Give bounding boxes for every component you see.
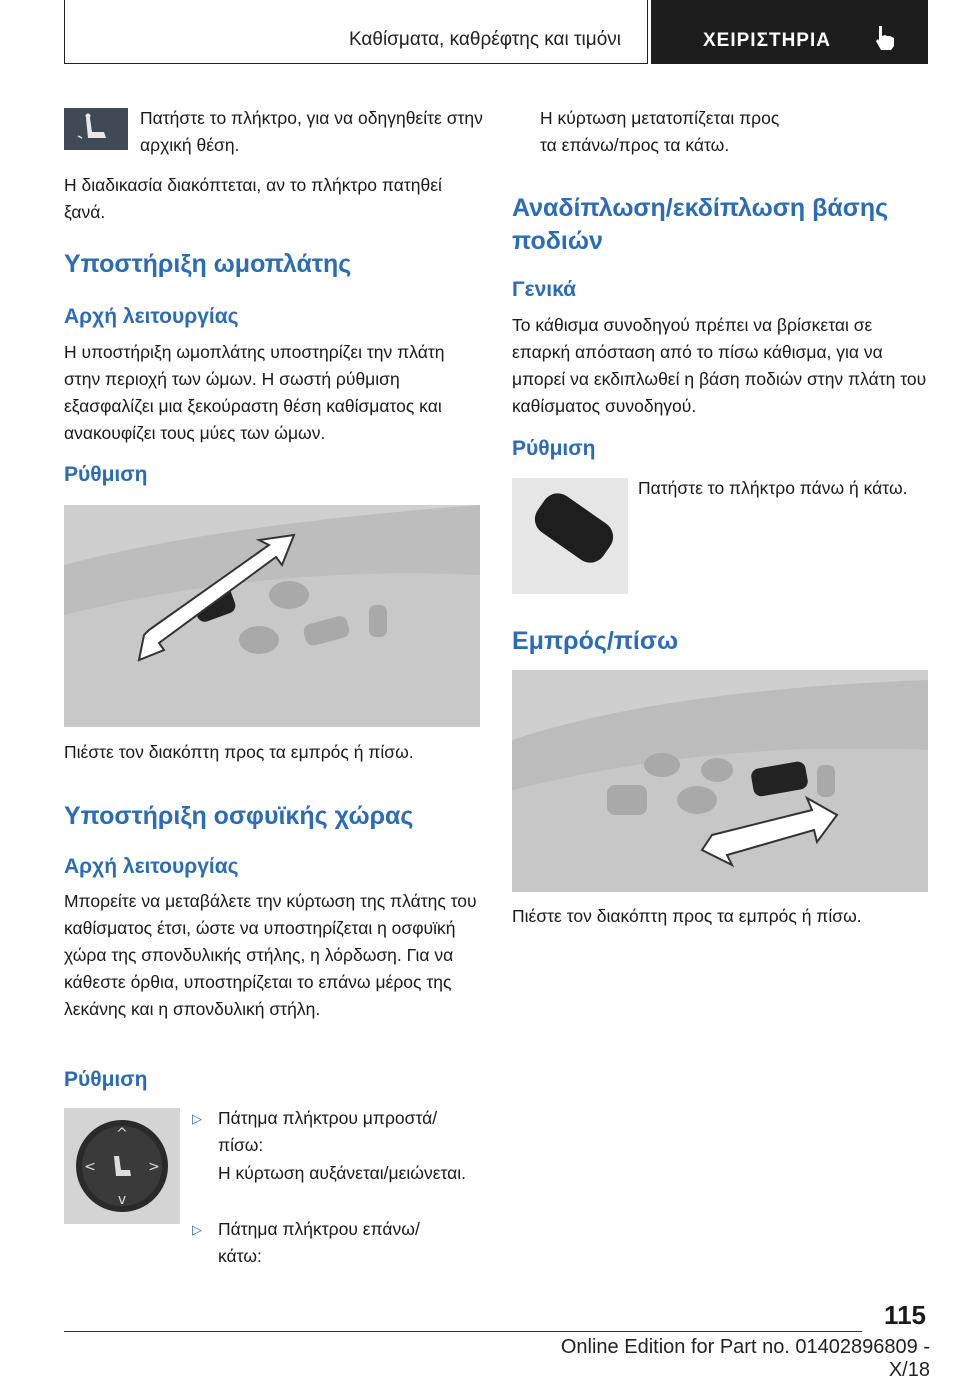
svg-text:>: > xyxy=(148,1159,160,1175)
shoulder-principle-title: Αρχή λειτουργίας xyxy=(64,305,239,328)
shoulder-support-title: Υποστήριξη ωμοπλάτης xyxy=(64,250,352,278)
edition-text: Online Edition for Part no. 01402896809 - X/18 xyxy=(560,1336,930,1381)
lumbar-support-title: Υποστήριξη οσφυϊκής χώρας xyxy=(64,802,414,830)
seat-switch-illustration xyxy=(512,670,928,892)
shoulder-switch-photo xyxy=(64,505,480,727)
footrest-general-text: Το κάθισμα συνοδηγού πρέπει να βρίσκεται σε επαρκή απόσταση από το πίσω κάθισμα, για να μπορεί να εκδιπλωθεί η βάση ποδιών στην πλάτη του καθίσματος συνοδηγού. xyxy=(512,315,927,416)
intro-button-text: Πατήστε το πλήκτρο, για να οδηγηθείτε στην αρχική θέση. xyxy=(140,108,483,155)
chapter-title: ΧΕΙΡΙΣΤΗΡΙΑ xyxy=(703,30,831,51)
forward-back-caption: Πιέστε τον διακόπτη προς τα εμπρός ή πίσω. xyxy=(512,906,862,926)
lumbar-bullet-1-label: Πάτημα πλήκτρου μπροστά/πίσω: xyxy=(218,1108,438,1155)
interrupt-text: Η διαδικασία διακόπτεται, αν το πλήκτρο πατηθεί ξανά. xyxy=(64,175,442,222)
lumbar-dial-illustration xyxy=(64,1108,180,1224)
footrest-button-illustration xyxy=(512,478,628,594)
footer-divider xyxy=(64,1331,862,1332)
svg-text:^: ^ xyxy=(116,1126,128,1142)
footrest-adjust-text: Πατήστε το πλήκτρο πάνω ή κάτω. xyxy=(638,478,908,498)
seat-reset-button-image xyxy=(64,108,128,150)
footrest-button-photo xyxy=(512,478,628,594)
shoulder-caption: Πιέστε τον διακόπτη προς τα εμπρός ή πίσω. xyxy=(64,742,414,762)
forward-back-switch-photo xyxy=(512,670,928,892)
svg-text:v: v xyxy=(117,1192,127,1208)
svg-text:<: < xyxy=(84,1159,96,1175)
lumbar-principle-text: Μπορείτε να μεταβάλετε την κύρτωση της πλάτης του καθίσματος έτσι, ώστε να υποστηρίζεται η οσφυϊκή χώρα της σπονδυλικής στήλης, η λόρδωση. Για να κάθεστε όρθια, υποστηρίζεται το επάνω μέρος της λεκάνης και η σπονδυλική στήλη. xyxy=(64,891,477,1019)
forward-back-title: Εμπρός/πίσω xyxy=(512,627,679,655)
lumbar-controller-photo xyxy=(64,1108,180,1224)
page-header xyxy=(64,0,928,64)
hand-pointer-icon xyxy=(871,24,899,52)
lumbar-bullet-2-label: Πάτημα πλήκτρου επάνω/κάτω: xyxy=(218,1219,420,1266)
lumbar-adjust-title: Ρύθμιση xyxy=(64,1068,148,1091)
footrest-general-title: Γενικά xyxy=(512,278,577,301)
page-number: 115 xyxy=(884,1300,926,1330)
section-title: Καθίσματα, καθρέφτης και τιμόνι xyxy=(348,29,621,50)
seat-position-icon xyxy=(64,108,128,150)
shoulder-adjust-title: Ρύθμιση xyxy=(64,463,148,486)
seat-switch-illustration xyxy=(64,505,480,727)
section-title-box xyxy=(64,0,648,64)
lumbar-principle-title: Αρχή λειτουργίας xyxy=(64,855,239,878)
footrest-adjust-title: Ρύθμιση xyxy=(512,437,596,460)
chapter-tab xyxy=(651,0,928,64)
bullet-triangle-icon: ▷ xyxy=(192,1111,202,1126)
lumbar-bullet-1-detail: Η κύρτωση αυξάνεται/μειώνεται. xyxy=(218,1163,467,1183)
curve-text: Η κύρτωση μετατοπίζεται προς τα επάνω/προς τα κάτω. xyxy=(540,108,780,155)
footrest-title: Αναδίπλωση/εκδίπλωση βάσης ποδιών xyxy=(512,194,889,255)
bullet-triangle-icon: ▷ xyxy=(192,1222,202,1237)
shoulder-principle-text: Η υποστήριξη ωμοπλάτης υποστηρίζει την πλάτη στην περιοχή των ώμων. Η σωστή ρύθμιση εξασφαλίζει μια ξεκούραστη θέση καθίσματος και ανακουφίζει τους μύες των ώμων. xyxy=(64,342,445,443)
